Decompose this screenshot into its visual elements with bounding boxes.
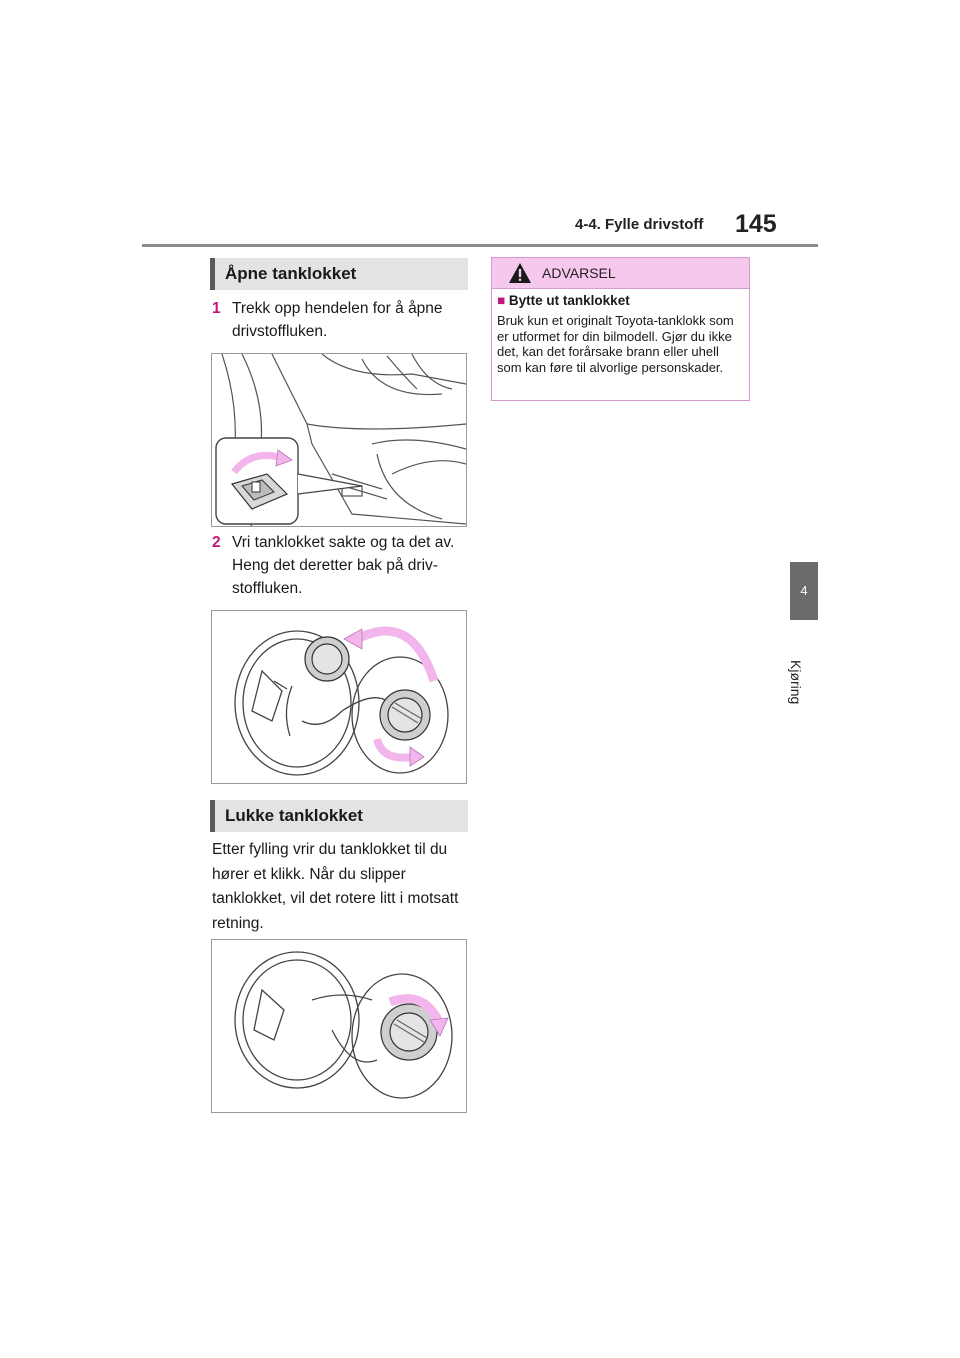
warning-body: Bruk kun et originalt Toyota-tanklokk som er utformet for din bilmodell. Gjør du ikke det, kan det forårsake brann eller uhell som kan føre til alvorlige personskader. bbox=[497, 313, 734, 375]
step-text: Vri tanklokket sakte og ta det av. Heng det deretter bak på driv-stoffluken. bbox=[232, 534, 455, 597]
step-1 bbox=[212, 297, 472, 343]
figure-fuel-lever bbox=[211, 353, 467, 527]
header-divider bbox=[142, 244, 818, 247]
section-heading-open: Åpne tanklokket bbox=[210, 258, 468, 290]
fuel-lever-illustration bbox=[212, 354, 466, 526]
warning-subtitle-text: Bytte ut tanklokket bbox=[508, 293, 630, 308]
step-2 bbox=[212, 531, 472, 600]
step-number: 1 bbox=[212, 300, 221, 317]
warning-box bbox=[491, 257, 750, 401]
figure-remove-cap bbox=[211, 610, 467, 784]
square-bullet-icon: ■ bbox=[497, 293, 506, 308]
warning-header bbox=[492, 258, 749, 289]
section-heading-close: Lukke tanklokket bbox=[210, 800, 468, 832]
remove-cap-illustration bbox=[212, 611, 466, 783]
close-instructions: Etter fylling vrir du tanklokket til du hører et klikk. Når du slipper tanklokket, vil det rotere litt i motsatt retning. bbox=[212, 841, 459, 932]
warning-subtitle bbox=[497, 293, 630, 308]
section-title: 4-4. Fylle drivstoff bbox=[575, 216, 704, 233]
chapter-label: Kjøring bbox=[788, 660, 804, 705]
figure-close-cap bbox=[211, 939, 467, 1113]
step-text: Trekk opp hendelen for å åpne drivstoffluken. bbox=[232, 300, 443, 340]
chapter-tab: 4 bbox=[790, 562, 818, 620]
page-number: 145 bbox=[735, 210, 777, 238]
close-cap-illustration bbox=[212, 940, 466, 1112]
warning-title: ADVARSEL bbox=[542, 265, 616, 281]
warning-triangle-icon bbox=[508, 262, 532, 284]
step-number: 2 bbox=[212, 534, 221, 551]
